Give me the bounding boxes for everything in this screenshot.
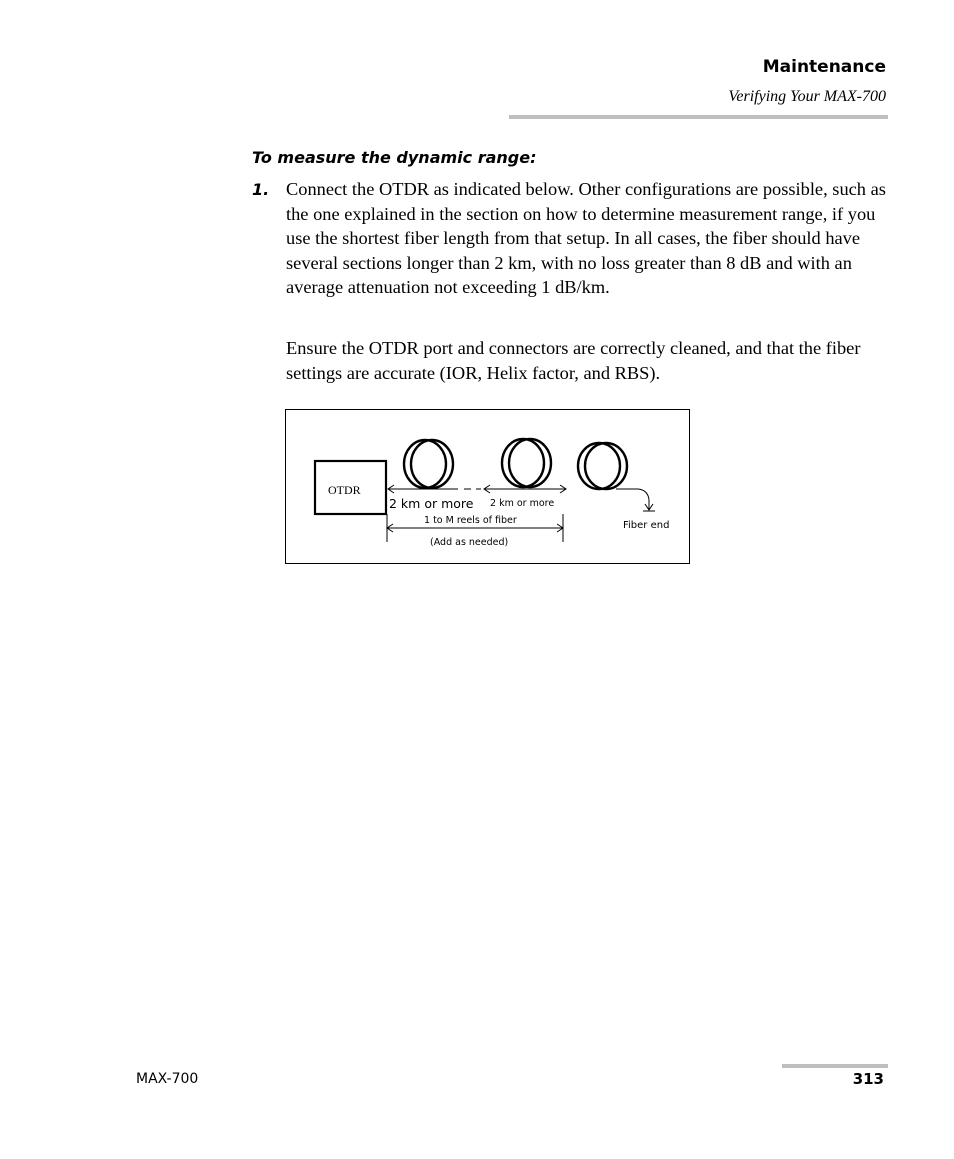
page-number: 313 — [852, 1070, 884, 1088]
header-subtitle: Verifying Your MAX-700 — [728, 88, 886, 105]
header-title: Maintenance — [762, 57, 886, 77]
fiber-reel-2 — [502, 439, 551, 487]
step-paragraph-1: Connect the OTDR as indicated below. Other configurations are possible, such as the one explained in the section on how to determine measurement range, if you use the shortest fiber length from that setup. In all cases, the fiber should have several sections longer than 2 km, with no loss greater than 8 dB and with an average attenuation not exceeding 1 dB/km. — [286, 179, 886, 298]
step-number: 1. — [252, 180, 270, 199]
fiber-end-lead — [616, 489, 649, 509]
step-paragraph-2: Ensure the OTDR port and connectors are correctly cleaned, and that the fiber settings are accurate (IOR, Helix factor, and RBS). — [286, 338, 861, 383]
second-section-label: 2 km or more — [490, 498, 555, 509]
footer-product: MAX-700 — [136, 1071, 199, 1087]
fiber-end-label: Fiber end — [623, 520, 670, 531]
add-label: (Add as needed) — [430, 537, 509, 548]
first-section-label: 2 km or more — [389, 496, 474, 511]
footer-rule — [782, 1064, 888, 1068]
dynamic-range-diagram — [285, 409, 690, 564]
header-rule — [509, 115, 888, 119]
fiber-reel-1 — [404, 440, 453, 488]
procedure-heading: To measure the dynamic range: — [252, 148, 537, 167]
reels-label: 1 to M reels of fiber — [424, 515, 517, 526]
otdr-label: OTDR — [328, 483, 361, 497]
fiber-reel-3 — [578, 443, 627, 489]
